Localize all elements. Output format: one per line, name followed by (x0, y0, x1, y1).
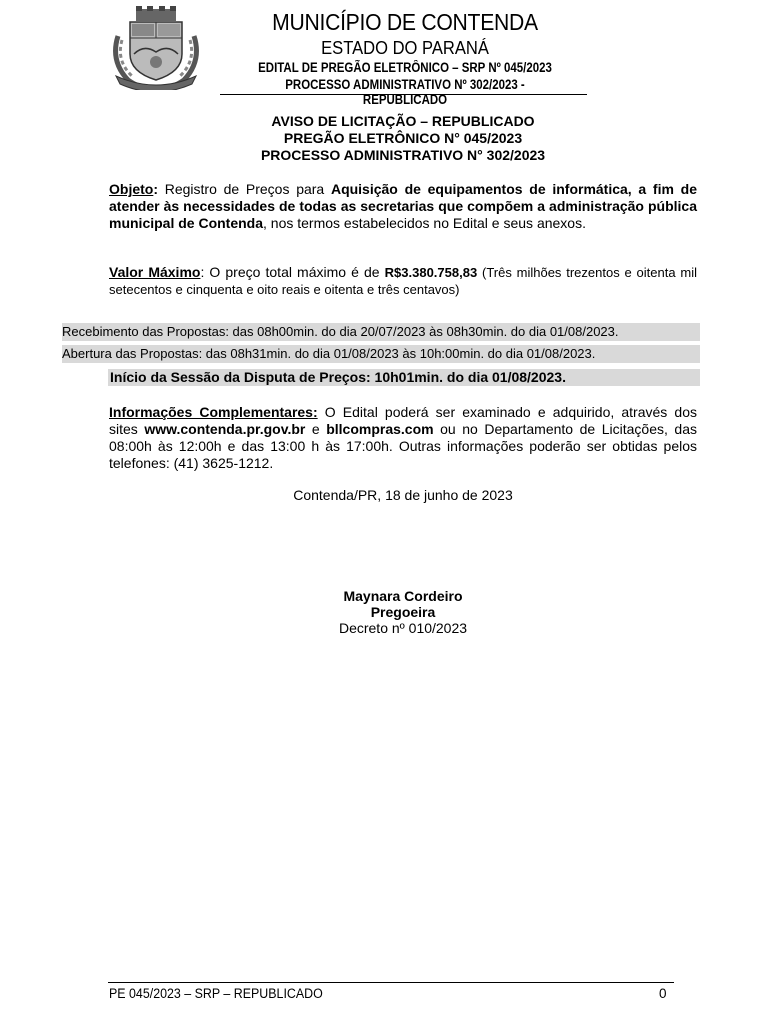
info-text-3: ou no Departamento de Licitações, das 08:00h às 12:00h e das 13:00 h às 17:00h. Outras informações poderão ser obtidas pelos telefones: (41) 3625-1212. (109, 421, 697, 471)
valor-amount: R$3.380.758,83 (384, 265, 478, 280)
header-divider (220, 94, 587, 95)
info-label: Informações Complementares: (109, 404, 318, 420)
footer-reference: PE 045/2023 – SRP – REPUBLICADO (109, 986, 323, 1001)
info-paragraph (109, 404, 697, 472)
municipal-coat-of-arms-icon (108, 6, 204, 90)
header-title: MUNICÍPIO DE CONTENDA (272, 9, 538, 35)
info-text-2: e (305, 421, 327, 437)
valor-paragraph (109, 264, 697, 298)
header-subtitle: ESTADO DO PARANÁ (321, 38, 489, 58)
objeto-bold-text: Aquisição de equipamentos de informática, a fim de atender às necessidades de todas as secretarias que compõem a administração pública municipal de Contenda (109, 181, 697, 231)
footer-divider (108, 982, 674, 983)
valor-text-start: : O preço total máximo é de (200, 264, 385, 280)
objeto-paragraph (109, 181, 697, 232)
notice-line-pregao: PREGÃO ELETRÔNICO N° 045/2023 (283, 130, 523, 146)
valor-label: Valor Máximo (109, 264, 201, 280)
notice-line-processo: PROCESSO ADMINISTRATIVO N° 302/2023 (260, 147, 546, 163)
site-link-bllcompras[interactable]: bllcompras.com (326, 421, 434, 437)
site-link-contenda[interactable]: www.contenda.pr.gov.br (144, 421, 306, 437)
notice-line-aviso: AVISO DE LICITAÇÃO – REPUBLICADO (271, 113, 535, 129)
date-line: Contenda/PR, 18 de junho de 2023 (293, 487, 513, 503)
header-processo-line: PROCESSO ADMINISTRATIVO Nº 302/2023 - REPUBLICADO (285, 77, 525, 107)
header-edital-line: EDITAL DE PREGÃO ELETRÔNICO – SRP Nº 045/2023 (258, 60, 552, 75)
signatory-role: Pregoeira (370, 604, 436, 620)
inicio-sessao-disputa: Início da Sessão da Disputa de Preços: 10h01min. do dia 01/08/2023. (108, 369, 700, 386)
signature-block (108, 588, 698, 636)
abertura-propostas: Abertura das Propostas: das 08h31min. do dia 01/08/2023 às 10h:00min. do dia 01/08/2023. (62, 345, 700, 363)
objeto-text-end: , nos termos estabelecidos no Edital e seus anexos. (263, 215, 586, 231)
signatory-decree: Decreto nº 010/2023 (338, 620, 468, 636)
notice-heading (108, 113, 698, 164)
valor-text-end: (Três milhões trezentos e oitenta mil setecentos e cinquenta e oito reais e oitenta e três centavos) (109, 265, 697, 297)
objeto-label: Objeto (109, 181, 154, 197)
page-number: 0 (659, 986, 667, 1001)
objeto-text-start: Registro de Preços para (158, 181, 331, 197)
recebimento-propostas: Recebimento das Propostas: das 08h00min. do dia 20/07/2023 às 08h30min. do dia 01/08/2023. (62, 323, 700, 341)
signatory-name: Maynara Cordeiro (343, 588, 463, 604)
objeto-separator: : (153, 181, 159, 197)
info-text-1: O Edital poderá ser examinado e adquirido, através dos sites (109, 404, 697, 437)
